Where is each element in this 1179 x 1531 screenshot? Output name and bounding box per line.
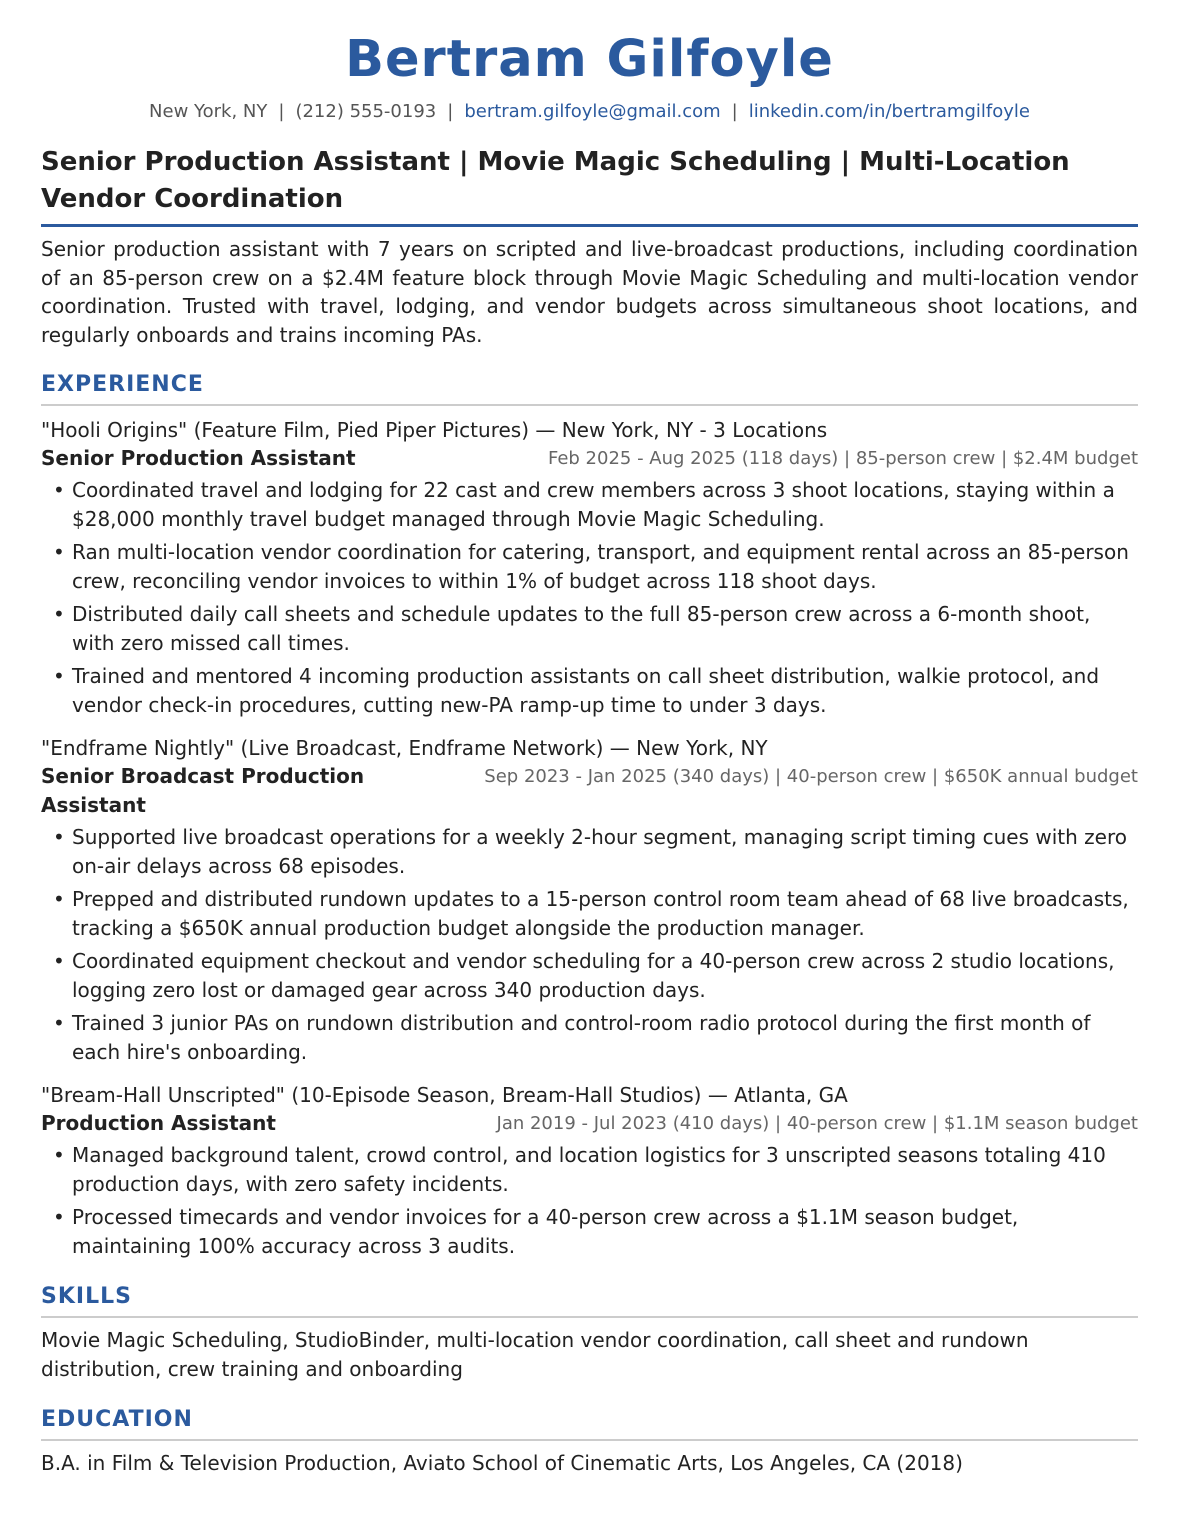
email-link[interactable]: bertram.gilfoyle@gmail.com [464, 101, 721, 122]
education-section-title: EDUCATION [41, 1404, 1138, 1441]
phone-text: (212) 555-0193 [295, 101, 437, 122]
contact-separator: | [731, 101, 738, 122]
job-bullet: • Ran multi-location vendor coordination for catering, transport, and equipment rental across an 85-person crew, reconciling vendor invoices to within 1% of budget across 118 shoot days. [41, 538, 1138, 596]
job-bullet: • Prepped and distributed rundown updates to a 15-person control room team ahead of 68 live broadcasts, tracking a $650K annual production budget alongside the production manager. [41, 885, 1138, 943]
contact-line [41, 100, 1138, 124]
experience-section-title: EXPERIENCE [41, 369, 1138, 406]
job-role-row [41, 444, 1138, 473]
job-meta: Jan 2019 - Jul 2023 (410 days) | 40-person crew | $1.1M season budget [496, 1113, 1138, 1134]
summary-paragraph: Senior production assistant with 7 years on scripted and live-broadcast productions, including coordination of an 85-person crew on a $2.4M feature block through Movie Magic Scheduling and multi-location vendor coordination. Trusted with travel, lodging, and vendor budgets across simultaneous shoot locations, and regularly onboards and trains incoming PAs. [41, 237, 1138, 347]
job-bullet: • Coordinated travel and lodging for 22 cast and crew members across 3 shoot locations, staying within a $28,000 monthly travel budget managed through Movie Magic Scheduling. [41, 476, 1138, 534]
job-role: Senior Broadcast Production Assistant [41, 764, 365, 817]
job-production: "Hooli Origins" (Feature Film, Pied Piper Pictures) — New York, NY - 3 Locations [41, 418, 828, 442]
job-bullet: • Trained and mentored 4 incoming production assistants on call sheet distribution, walkie protocol, and vendor check-in procedures, cutting new-PA ramp-up time to under 3 days. [41, 662, 1138, 720]
job-bullet: • Distributed daily call sheets and schedule updates to the full 85-person crew across a 6-month shoot, with zero missed call times. [41, 600, 1138, 658]
job-meta: Sep 2023 - Jan 2025 (340 days) | 40-person crew | $650K annual budget [484, 766, 1138, 787]
job-bullet-list [41, 823, 1138, 1067]
contact-separator: | [447, 101, 454, 122]
job-entry [41, 1081, 1138, 1261]
job-bullet: • Supported live broadcast operations for a weekly 2-hour segment, managing script timing cues with zero on-air delays across 68 episodes. [41, 823, 1138, 881]
skills-section-title: SKILLS [41, 1281, 1138, 1318]
job-bullet: • Trained 3 junior PAs on rundown distribution and control-room radio protocol during the first month of each hire's onboarding. [41, 1009, 1138, 1067]
skills-text: Movie Magic Scheduling, StudioBinder, multi-location vendor coordination, call sheet and rundown distribution, crew training and onboarding [41, 1328, 1029, 1381]
job-role-row [41, 762, 1138, 820]
job-production: "Bream-Hall Unscripted" (10-Episode Season, Bream-Hall Studios) — Atlanta, GA [41, 1083, 848, 1107]
linkedin-link[interactable]: linkedin.com/in/bertramgilfoyle [748, 101, 1030, 122]
job-role: Senior Production Assistant [41, 446, 356, 470]
job-bullet-list [41, 476, 1138, 720]
job-production: "Endframe Nightly" (Live Broadcast, Endframe Network) — New York, NY [41, 736, 768, 760]
candidate-name: Bertram Gilfoyle [345, 30, 834, 89]
job-bullet: • Coordinated equipment checkout and vendor scheduling for a 40-person crew across 2 studio locations, logging zero lost or damaged gear across 340 production days. [41, 947, 1138, 1005]
job-entry [41, 734, 1138, 1067]
job-bullet-list [41, 1141, 1138, 1261]
location-text: New York, NY [149, 101, 268, 122]
job-bullet: • Processed timecards and vendor invoices for a 40-person crew across a $1.1M season budget, maintaining 100% accuracy across 3 audits. [41, 1203, 1138, 1261]
contact-separator: | [278, 101, 285, 122]
job-role-row [41, 1109, 1138, 1138]
job-meta: Feb 2025 - Aug 2025 (118 days) | 85-person crew | $2.4M budget [547, 448, 1138, 469]
job-role: Production Assistant [41, 1111, 276, 1135]
education-text: B.A. in Film & Television Production, Aviato School of Cinematic Arts, Los Angeles, CA (2018) [41, 1451, 963, 1475]
professional-headline: Senior Production Assistant | Movie Magic Scheduling | Multi-Location Vendor Coordination [41, 144, 1138, 227]
job-bullet: • Managed background talent, crowd control, and location logistics for 3 unscripted seasons totaling 410 production days, with zero safety incidents. [41, 1141, 1138, 1199]
job-entry [41, 416, 1138, 720]
